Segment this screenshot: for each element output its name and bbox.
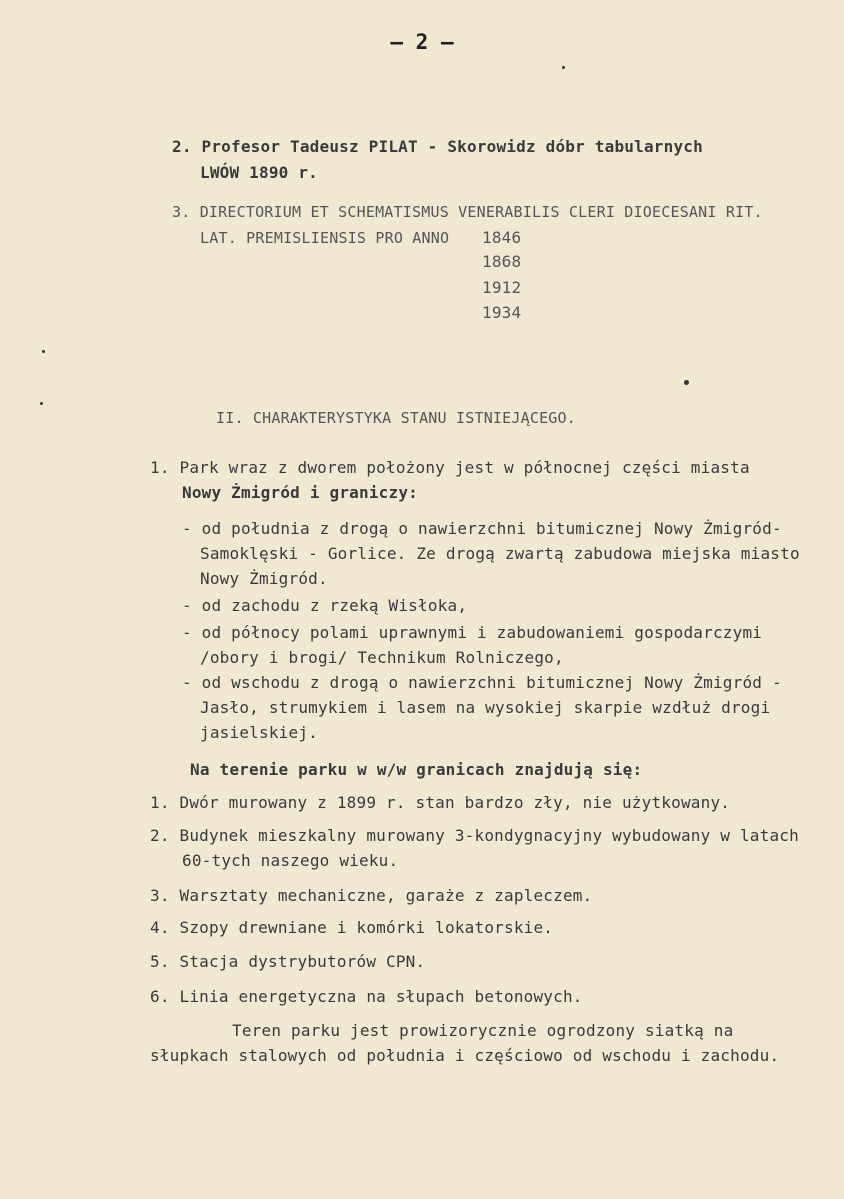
source-item-3-line2: LAT. PREMISLIENSIS PRO ANNO <box>200 229 450 247</box>
object-item: 60-tych naszego wieku. <box>182 851 399 870</box>
border-line: - od południa z drogą o nawierzchni bitumicznej Nowy Żmigród- <box>182 519 782 538</box>
border-line: Nowy Żmigród. <box>200 569 328 588</box>
object-item: 3. Warsztaty mechaniczne, garaże z zapleczem. <box>150 886 593 905</box>
ink-speck <box>42 350 45 353</box>
source-item-3-line1: 3. DIRECTORIUM ET SCHEMATISMUS VENERABILIS CLERI DIOECESANI RIT. <box>172 203 763 221</box>
border-line: - od wschodu z drogą o nawierzchni bitumicznej Nowy Żmigród - <box>182 673 782 692</box>
point1-line2: Nowy Żmigród i graniczy: <box>182 483 418 502</box>
source-year: 1934 <box>482 303 522 322</box>
fence-line2: słupkach stalowych od południa i częściowo od wschodu i zachodu. <box>150 1046 780 1065</box>
section-title: II. CHARAKTERYSTYKA STANU ISTNIEJĄCEGO. <box>216 409 576 427</box>
source-year: 1868 <box>482 252 522 271</box>
source-item-2-line2: LWÓW 1890 r. <box>200 163 318 182</box>
ink-speck <box>684 380 689 385</box>
source-year: 1846 <box>482 228 522 247</box>
border-line: - od północy polami uprawnymi i zabudowaniemi gospodarczymi <box>182 623 763 642</box>
source-year: 1912 <box>482 278 522 297</box>
fence-line1: Teren parku jest prowizorycznie ogrodzony siatką na <box>232 1021 734 1040</box>
objects-intro: Na terenie parku w w/w granicach znajdują się: <box>190 760 643 779</box>
object-item: 6. Linia energetyczna na słupach betonowych. <box>150 987 583 1006</box>
border-line: Samoklęski - Gorlice. Ze drogą zwartą zabudowa miejska miasto <box>200 544 800 563</box>
object-item: 2. Budynek mieszkalny murowany 3-kondygnacyjny wybudowany w latach <box>150 826 799 845</box>
border-line: jasielskiej. <box>200 723 318 742</box>
ink-speck <box>562 66 565 69</box>
border-line: - od zachodu z rzeką Wisłoka, <box>182 596 468 615</box>
page-number: – 2 – <box>390 30 454 54</box>
point1-line1: 1. Park wraz z dworem położony jest w północnej części miasta <box>150 458 750 477</box>
object-item: 4. Szopy drewniane i komórki lokatorskie. <box>150 918 554 937</box>
border-line: /obory i brogi/ Technikum Rolniczego, <box>200 648 564 667</box>
ink-speck <box>40 402 43 405</box>
object-item: 5. Stacja dystrybutorów CPN. <box>150 952 426 971</box>
border-line: Jasło, strumykiem i lasem na wysokiej skarpie wzdłuż drogi <box>200 698 771 717</box>
source-item-2-line1: 2. Profesor Tadeusz PILAT - Skorowidz dóbr tabularnych <box>172 137 703 156</box>
object-item: 1. Dwór murowany z 1899 r. stan bardzo zły, nie użytkowany. <box>150 793 731 812</box>
